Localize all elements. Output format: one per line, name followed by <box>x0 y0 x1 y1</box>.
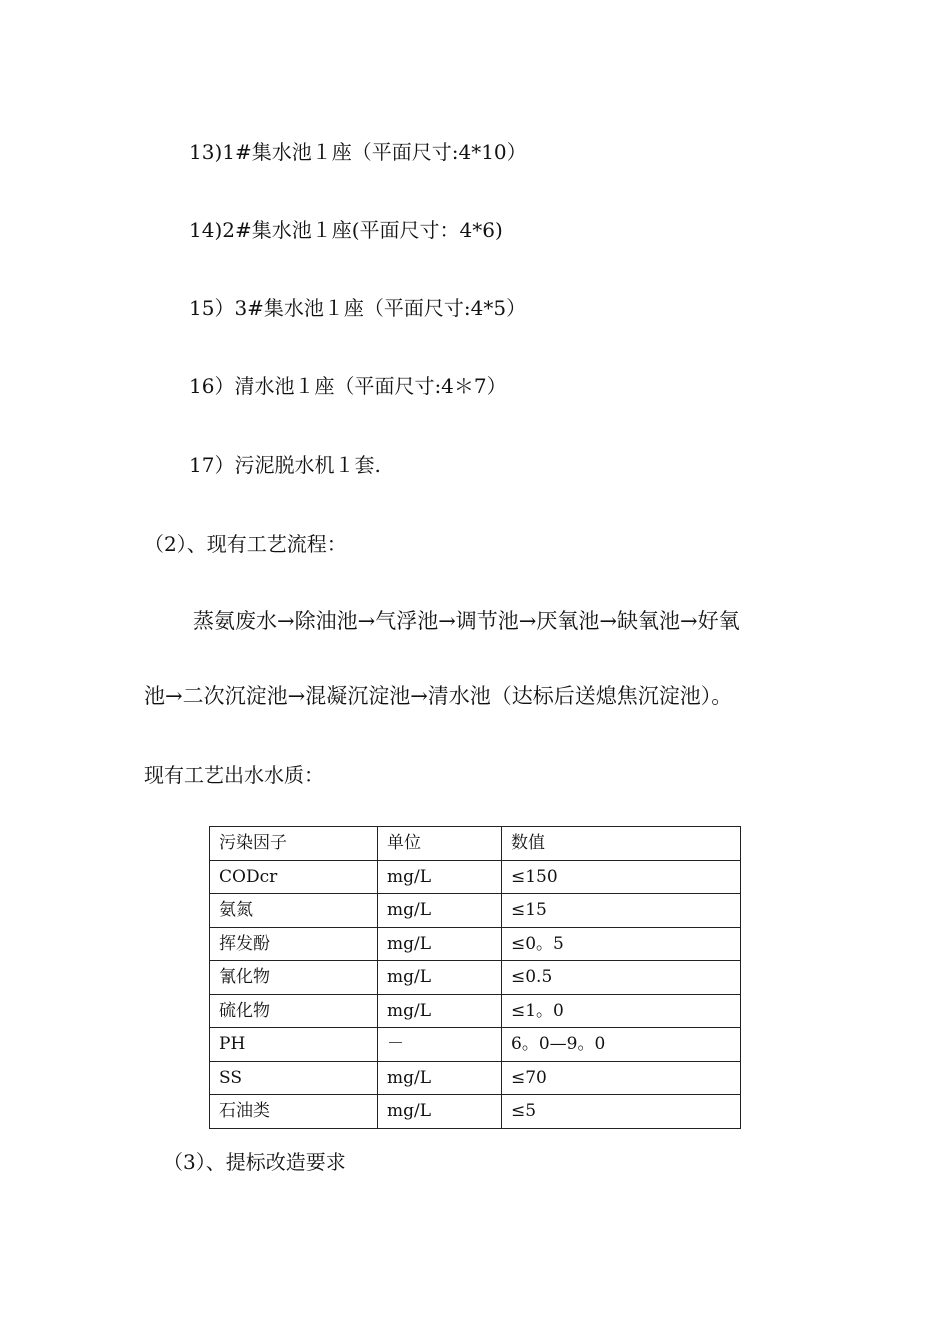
item-15: 15）3#集水池１座（平面尺寸:4*5） <box>189 296 527 320</box>
cell-value: ≤70 <box>502 1061 741 1095</box>
item-16: 16）清水池１座（平面尺寸:4＊7） <box>189 374 507 398</box>
cell-pollutant: SS <box>210 1061 378 1095</box>
cell-value: ≤1。0 <box>502 994 741 1028</box>
section-2-heading: （2）、现有工艺流程： <box>144 532 347 556</box>
item-13: 13)1#集水池１座（平面尺寸:4*10） <box>189 140 527 164</box>
cell-value: ≤0。5 <box>502 927 741 961</box>
cell-value: ≤0.5 <box>502 961 741 995</box>
cell-pollutant: 氨氮 <box>210 894 378 928</box>
section-3-heading: （3）、提标改造要求 <box>163 1150 346 1174</box>
cell-pollutant: CODcr <box>210 860 378 894</box>
cell-value: ≤5 <box>502 1095 741 1129</box>
cell-pollutant: 硫化物 <box>210 994 378 1028</box>
cell-unit: mg/L <box>378 1061 502 1095</box>
cell-unit: － <box>378 1028 502 1062</box>
process-flow-line-1: 蒸氨废水→除油池→气浮池→调节池→厌氧池→缺氧池→好氧 <box>193 609 740 633</box>
table-row <box>210 994 741 1028</box>
table-row <box>210 927 741 961</box>
table-row <box>210 860 741 894</box>
cell-value: ≤150 <box>502 860 741 894</box>
header-pollutant: 污染因子 <box>210 827 378 861</box>
table-row <box>210 894 741 928</box>
cell-unit: mg/L <box>378 1095 502 1129</box>
water-quality-table <box>209 826 741 1129</box>
cell-pollutant: 氰化物 <box>210 961 378 995</box>
cell-value: ≤15 <box>502 894 741 928</box>
cell-pollutant: 挥发酚 <box>210 927 378 961</box>
water-quality-caption: 现有工艺出水水质： <box>144 763 324 787</box>
cell-unit: mg/L <box>378 927 502 961</box>
table-row <box>210 1028 741 1062</box>
cell-unit: mg/L <box>378 860 502 894</box>
table-row <box>210 961 741 995</box>
table-row <box>210 1095 741 1129</box>
header-unit: 单位 <box>378 827 502 861</box>
cell-unit: mg/L <box>378 894 502 928</box>
header-value: 数值 <box>502 827 741 861</box>
cell-pollutant: 石油类 <box>210 1095 378 1129</box>
process-flow-line-2: 池→二次沉淀池→混凝沉淀池→清水池（达标后送熄焦沉淀池）。 <box>144 684 733 708</box>
cell-pollutant: PH <box>210 1028 378 1062</box>
cell-unit: mg/L <box>378 961 502 995</box>
item-14: 14)2#集水池１座(平面尺寸：4*6) <box>189 218 503 242</box>
table-row <box>210 1061 741 1095</box>
cell-unit: mg/L <box>378 994 502 1028</box>
cell-value: 6。0—9。0 <box>502 1028 741 1062</box>
table-header-row <box>210 827 741 861</box>
item-17: 17）污泥脱水机１套. <box>189 453 381 477</box>
